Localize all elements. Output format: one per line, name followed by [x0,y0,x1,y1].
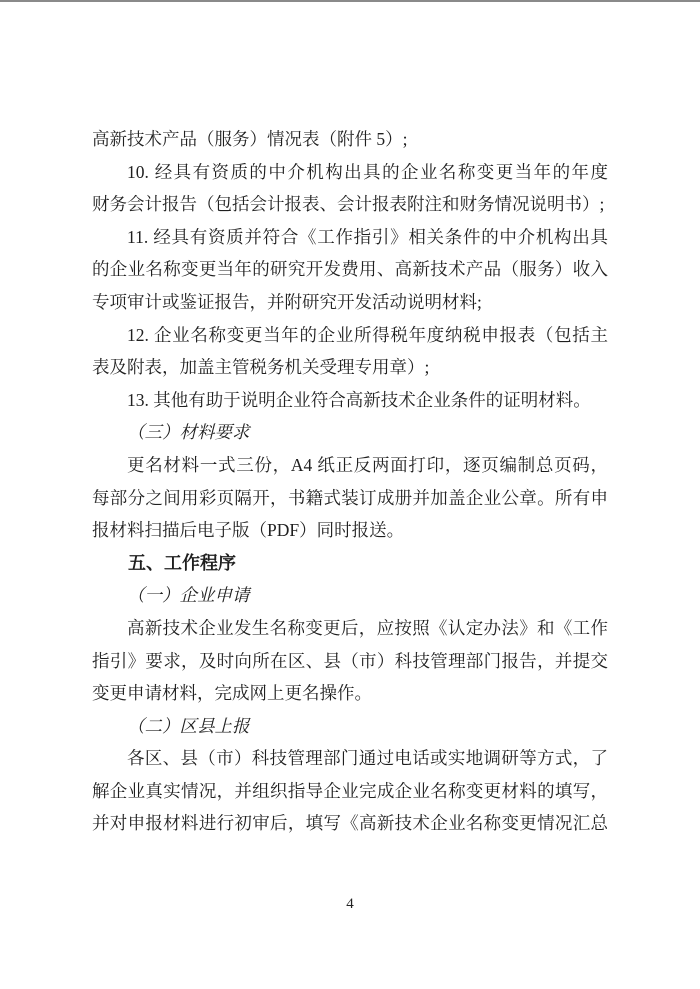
text-line: 五、工作程序 [128,552,236,573]
text-line: 13. 其他有助于说明企业符合高新技术企业条件的证明材料。 [127,389,591,410]
text-line: 高新技术产品（服务）情况表（附件 5）; [92,129,408,149]
text-line: 10. 经具有资质的中介机构出具的企业名称变更当年的年度 [127,161,608,182]
text-line: 财务会计报告（包括会计报表、会计报表附注和财务情况说明书）; [92,194,605,215]
text-line: 12. 企业名称变更当年的企业所得税年度纳税申报表（包括主 [127,324,608,345]
text-line: 高新技术企业发生名称变更后，应按照《认定办法》和《工作 [127,617,608,638]
document-body [92,123,608,840]
text-line: 解企业真实情况，并组织指导企业完成企业名称变更材料的填写， [92,780,608,801]
text-line: 指引》要求，及时向所在区、县（市）科技管理部门报告，并提交 [92,650,608,671]
text-line: 专项审计或鉴证报告，并附研究开发活动说明材料; [92,291,482,312]
text-line: 表及附表，加盖主管税务机关受理专用章）; [92,357,430,378]
page-number: 4 [346,896,354,912]
text-line: 的企业名称变更当年的研究开发费用、高新技术产品（服务）收入 [92,259,608,280]
text-line: （一）企业申请 [127,585,250,606]
text-line: 变更申请材料，完成网上更名操作。 [92,683,372,704]
text-line: 并对申报材料进行初审后，填写《高新技术企业名称变更情况汇总 [92,813,608,834]
text-line: 更名材料一式三份，A4 纸正反两面打印，逐页编制总页码， [127,454,608,475]
text-line: 11. 经具有资质并符合《工作指引》相关条件的中介机构出具 [127,226,608,247]
text-line: （二）区县上报 [127,715,250,736]
text-line: 每部分之间用彩页隔开，书籍式装订成册并加盖企业公章。所有申 [92,487,608,508]
text-line: 各区、县（市）科技管理部门通过电话或实地调研等方式，了 [127,748,608,769]
page-top-edge [0,0,700,2]
text-line: （三）材料要求 [127,422,250,443]
text-line: 报材料扫描后电子版（PDF）同时报送。 [92,520,405,541]
